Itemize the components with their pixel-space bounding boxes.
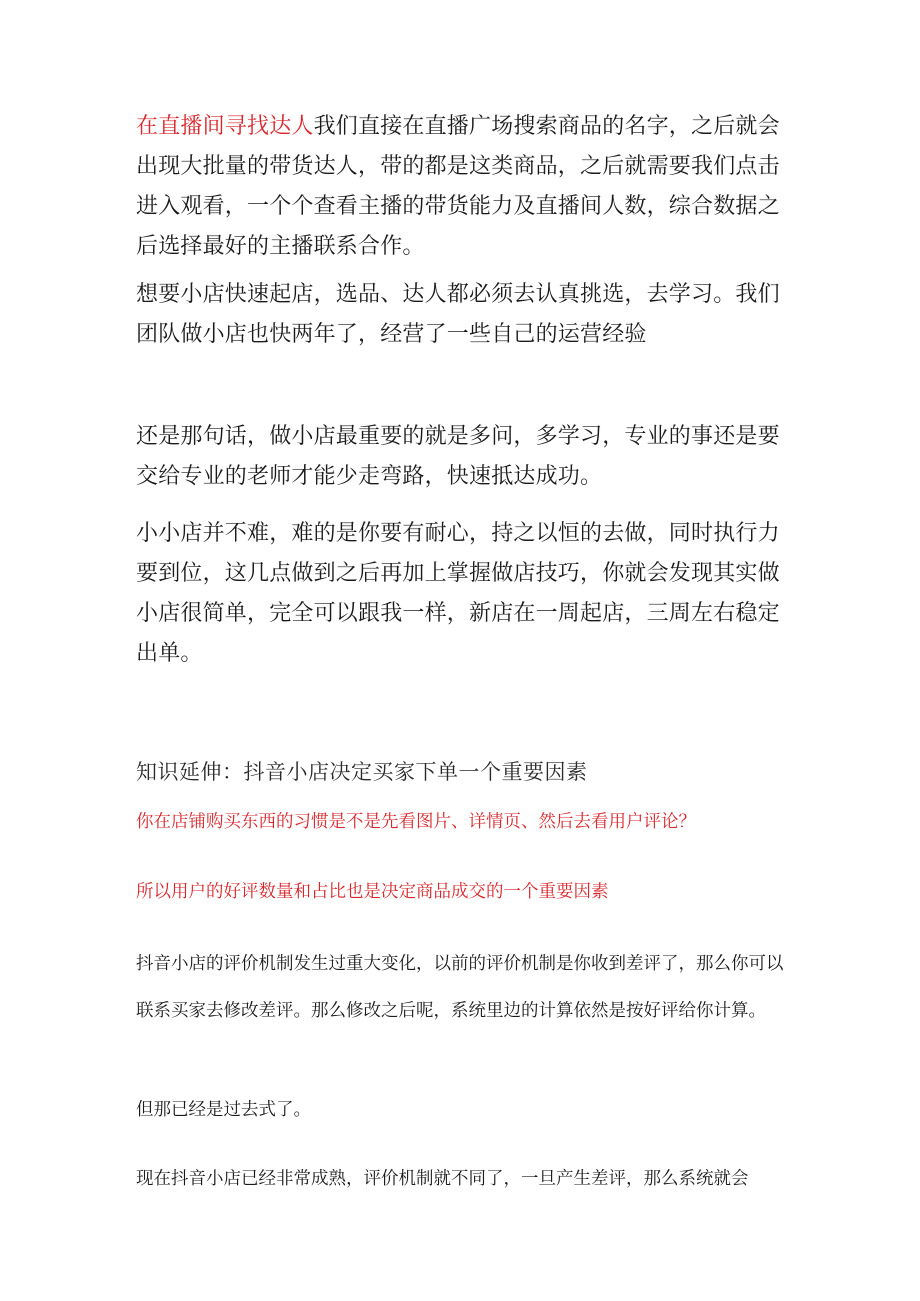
paragraph-find-influencers (136, 107, 788, 267)
paragraph-quick-start: 想要小店快速起店，选品、达人都必须去认真挑选，去学习。我们团队做小店也快两年了，经营了一些自己的运营经验 (136, 282, 780, 347)
paragraph-now-mature: 现在抖音小店已经非常成熟，评价机制就不同了，一旦产生差评，那么系统就会 (136, 1169, 749, 1189)
paragraph-review-mechanism: 抖音小店的评价机制发生过重大变化，以前的评价机制是你收到差评了，那么你可以联系买家去修改差评。那么修改之后呢，系统里边的计算依然是按好评给你计算。 (136, 954, 784, 1021)
highlight-find-influencers: 在直播间寻找达人 (136, 114, 314, 139)
red-line-question: 你在店铺购买东西的习惯是不是先看图片、详情页、然后去看用户评论？ (136, 812, 696, 832)
paragraph-persistence: 小小店并不难，难的是你要有耐心，持之以恒的去做，同时执行力要到位，这几点做到之后再加上掌握做店技巧，你就会发现其实做小店很简单，完全可以跟我一样，新店在一周起店，三周左右稳定出单。 (136, 521, 780, 666)
section-heading: 知识延伸：抖音小店决定买家下单一个重要因素 (136, 760, 588, 784)
paragraph-past-tense: 但那已经是过去式了。 (136, 1100, 311, 1120)
paragraph-ask-learn: 还是那句话，做小店最重要的就是多问，多学习，专业的事还是要交给专业的老师才能少走弯路，快速抵达成功。 (136, 424, 780, 489)
paragraph-find-influencers-text: 我们直接在直播广场搜索商品的名字，之后就会出现大批量的带货达人，带的都是这类商品，之后就需要我们点击进入观看，一个个查看主播的带货能力及直播间人数，综合数据之后选择最好的主播联系合作。 (136, 114, 780, 259)
red-line-reviews: 所以用户的好评数量和占比也是决定商品成交的一个重要因素 (136, 882, 609, 902)
